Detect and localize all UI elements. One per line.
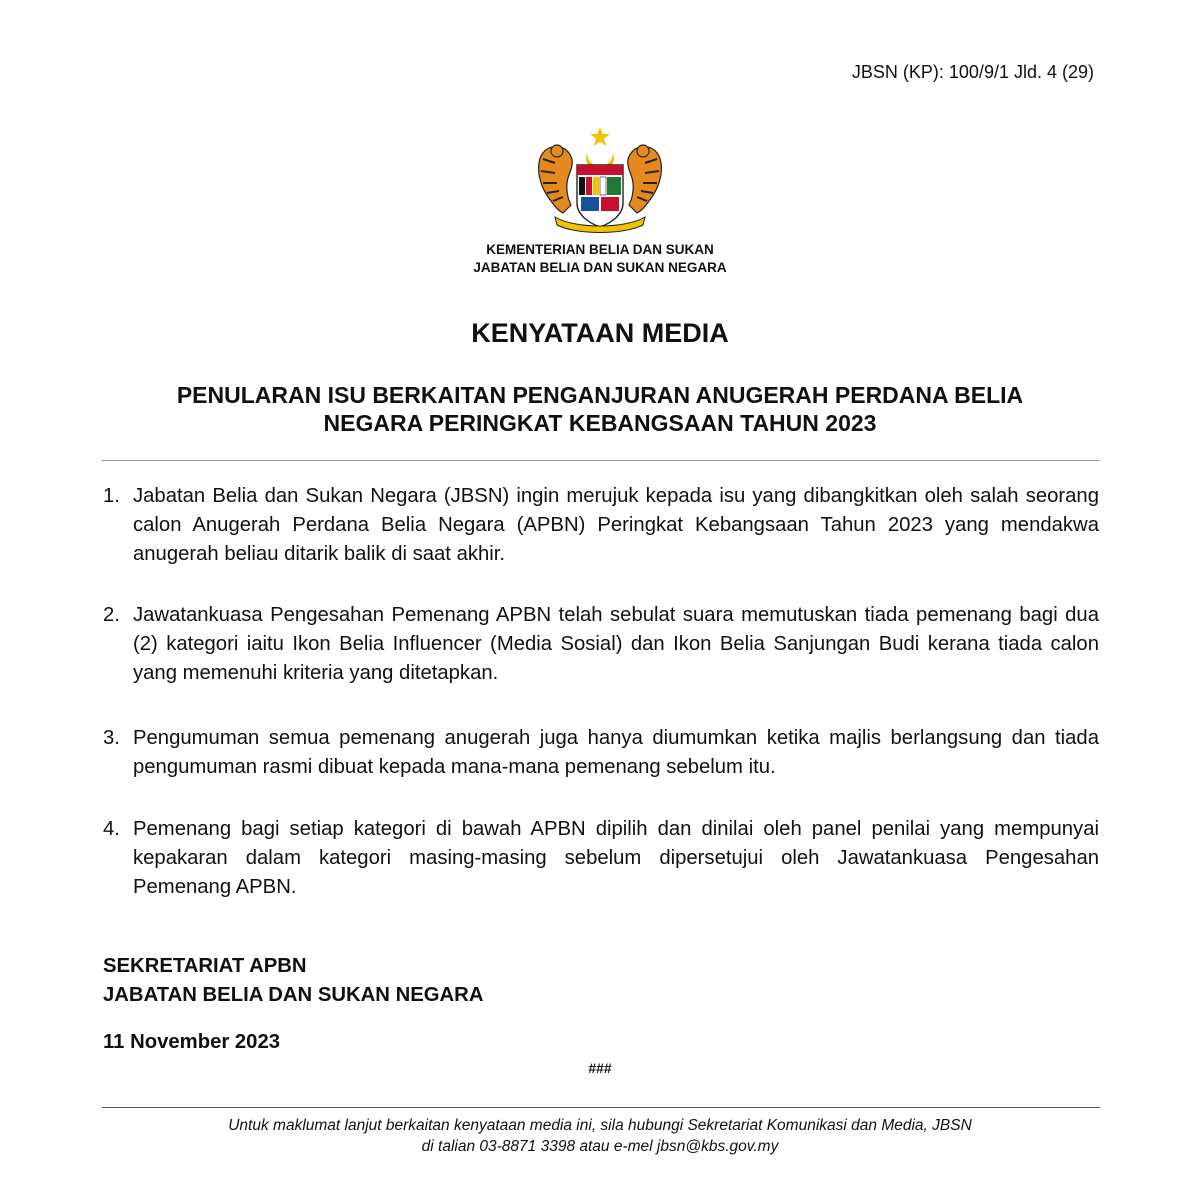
ministry-name: KEMENTERIAN BELIA DAN SUKAN bbox=[486, 242, 714, 257]
document-subtitle bbox=[100, 381, 1100, 437]
signature-line-1: SEKRETARIAT APBN bbox=[103, 955, 307, 977]
subtitle-line-1: PENULARAN ISU BERKAITAN PENGANJURAN ANUGERAH PERDANA BELIA bbox=[176, 382, 1024, 408]
end-mark: ### bbox=[588, 1060, 612, 1076]
paragraph-4 bbox=[103, 815, 1099, 902]
signature-line-2: JABATAN BELIA DAN SUKAN NEGARA bbox=[103, 984, 484, 1006]
paragraph-text: Pengumuman semua pemenang anugerah juga hanya diumumkan ketika majlis berlangsung dan tiada pengumuman rasmi dibuat kepada mana-mana pemenang sebelum itu. bbox=[133, 727, 1099, 778]
department-name: JABATAN BELIA DAN SUKAN NEGARA bbox=[473, 260, 727, 275]
paragraph-text: Jawatankuasa Pengesahan Pemenang APBN telah sebulat suara memutuskan tiada pemenang bagi dua (2) kategori iaitu Ikon Belia Influencer (Media Sosial) dan Ikon Belia Sanjungan Budi kerana tiada calon yang memenuhi kriteria yang ditetapkan. bbox=[133, 604, 1099, 684]
subtitle-line-2: NEGARA PERINGKAT KEBANGSAAN TAHUN 2023 bbox=[323, 410, 877, 436]
document-title: KENYATAAN MEDIA bbox=[471, 318, 729, 348]
coat-of-arms-crest bbox=[525, 125, 675, 237]
footer-contact-line-2: di talian 03-8871 3398 atau e-mel jbsn@kbs.gov.my bbox=[421, 1138, 779, 1155]
paragraph-1 bbox=[103, 482, 1099, 569]
paragraph-number: 3. bbox=[103, 727, 120, 749]
reference-number: JBSN (KP): 100/9/1 Jld. 4 (29) bbox=[851, 62, 1094, 82]
header-divider bbox=[102, 460, 1100, 461]
paragraph-number: 2. bbox=[103, 604, 120, 626]
paragraph-number: 4. bbox=[103, 818, 120, 840]
paragraph-2 bbox=[103, 601, 1099, 688]
paragraph-text: Jabatan Belia dan Sukan Negara (JBSN) ingin merujuk kepada isu yang dibangkitkan oleh salah seorang calon Anugerah Perdana Belia Negara (APBN) Peringkat Kebangsaan Tahun 2023 yang mendakwa anugerah beliau ditarik balik di saat akhir. bbox=[133, 485, 1099, 565]
paragraph-3 bbox=[103, 724, 1099, 782]
footer-divider bbox=[102, 1107, 1100, 1108]
statement-date: 11 November 2023 bbox=[103, 1031, 281, 1053]
footer-contact-line-1: Untuk maklumat lanjut berkaitan kenyataan media ini, sila hubungi Sekretariat Komunikasi dan Media, JBSN bbox=[228, 1117, 972, 1134]
paragraph-number: 1. bbox=[103, 485, 120, 507]
paragraph-text: Pemenang bagi setiap kategori di bawah APBN dipilih dan dinilai oleh panel penilai yang mempunyai kepakaran dalam kategori masing-masing sebelum dipersetujui oleh Jawatankuasa Pengesahan Pemenang APBN. bbox=[133, 818, 1099, 898]
